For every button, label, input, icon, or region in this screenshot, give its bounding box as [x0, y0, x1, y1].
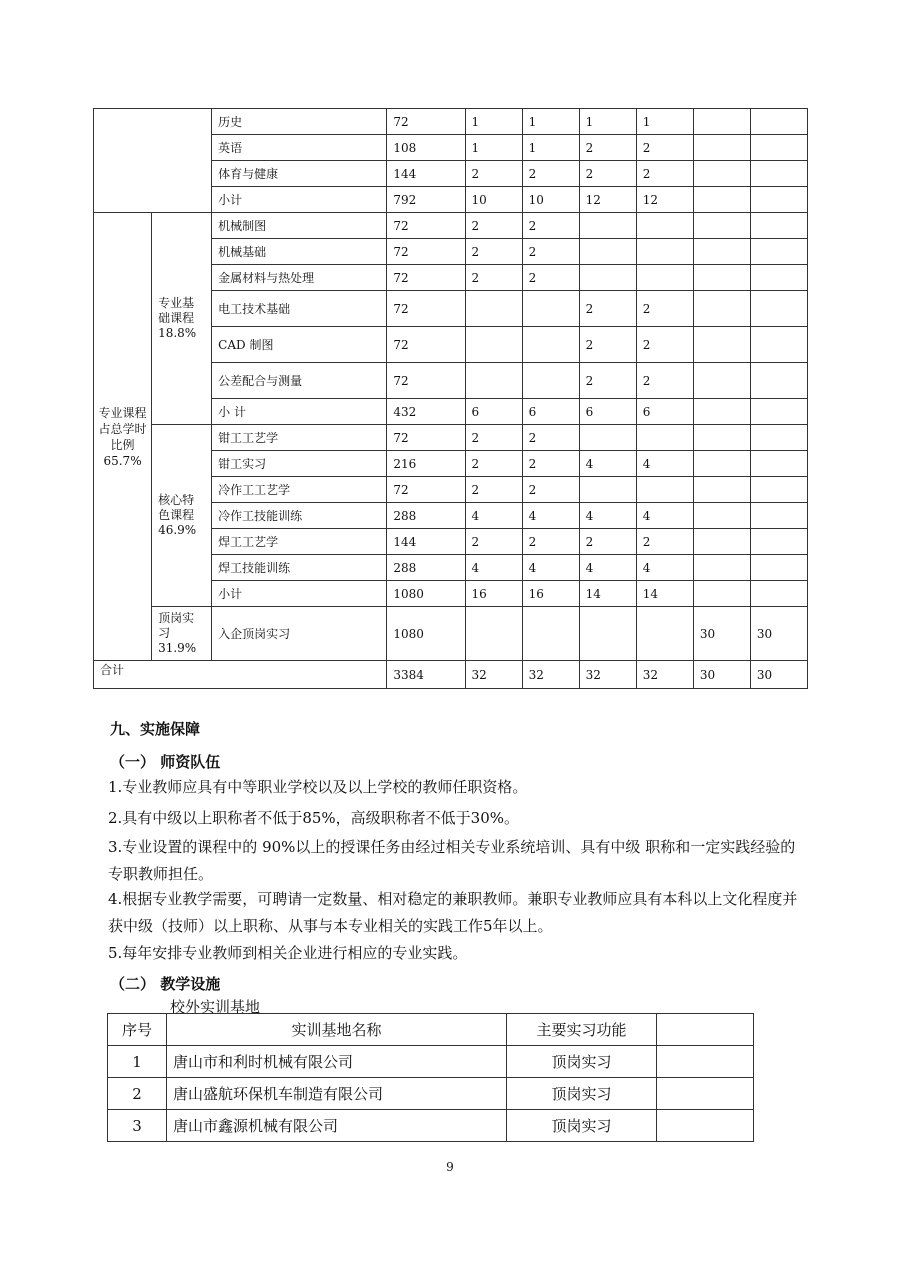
table-cell: 1	[522, 135, 579, 161]
table-cell: 72	[387, 239, 465, 265]
table-cell: 12	[636, 187, 693, 213]
table-cell: 4	[579, 451, 636, 477]
table-cell: 4	[579, 555, 636, 581]
table-cell: 4	[465, 503, 522, 529]
table-cell: 2	[465, 529, 522, 555]
table-cell: 1	[522, 109, 579, 135]
paragraph-3: 3.专业设置的课程中的 90%以上的授课任务由经过相关专业系统培训、具有中级 职称和一定实践经验的专职教师担任。	[108, 838, 796, 883]
table-cell: 6	[465, 399, 522, 425]
table-cell: 2	[522, 213, 579, 239]
table-caption: 校外实训基地	[170, 998, 261, 1016]
table-cell: 4	[522, 503, 579, 529]
table-cell	[693, 555, 750, 581]
table-cell: 14	[579, 581, 636, 607]
table-cell: 32	[636, 661, 693, 689]
table-cell	[750, 161, 807, 187]
table-cell	[636, 213, 693, 239]
table-cell	[750, 399, 807, 425]
paragraph-5: 5.每年安排专业教师到相关企业进行相应的专业实践。	[108, 944, 468, 962]
table-cell	[750, 109, 807, 135]
paragraph-2: 2.具有中级以上职称者不低于85%，高级职称者不低于30%。	[108, 809, 519, 827]
table-cell: 2	[108, 1078, 167, 1110]
table-cell: 2	[636, 327, 693, 363]
table-cell	[693, 363, 750, 399]
table-cell: 1	[108, 1046, 167, 1078]
table-cell: 72	[387, 109, 465, 135]
table-cell	[693, 265, 750, 291]
table-cell	[693, 239, 750, 265]
table-cell	[693, 399, 750, 425]
table-cell: 3	[108, 1110, 167, 1142]
table-cell: 72	[387, 327, 465, 363]
course-name: 小计	[212, 187, 387, 213]
table-row	[94, 109, 808, 135]
table-cell: 4	[465, 555, 522, 581]
table-cell: 唐山市和利时机械有限公司	[167, 1046, 507, 1078]
table-cell	[693, 187, 750, 213]
table-cell	[750, 425, 807, 451]
table-cell: 2	[636, 161, 693, 187]
table-header-row	[108, 1014, 754, 1046]
course-name: 电工技术基础	[212, 291, 387, 327]
table-cell: 30	[693, 607, 750, 661]
table-cell	[750, 135, 807, 161]
table-cell: 6	[636, 399, 693, 425]
column-header	[657, 1014, 754, 1046]
course-name: 冷作工工艺学	[212, 477, 387, 503]
table-cell: 顶岗实习	[507, 1078, 657, 1110]
table-cell	[693, 291, 750, 327]
table-cell	[750, 291, 807, 327]
table-cell: 2	[636, 529, 693, 555]
table-cell	[636, 425, 693, 451]
table-cell: 72	[387, 477, 465, 503]
table-cell: 792	[387, 187, 465, 213]
table-cell: 2	[465, 239, 522, 265]
table-cell: 432	[387, 399, 465, 425]
table-cell: 2	[522, 161, 579, 187]
table-cell: 216	[387, 451, 465, 477]
table-cell: 2	[579, 529, 636, 555]
table-cell	[693, 477, 750, 503]
table-cell: 144	[387, 161, 465, 187]
table-cell: 顶岗实习	[507, 1110, 657, 1142]
table-cell	[522, 327, 579, 363]
category-cell-blank	[94, 109, 212, 213]
table-cell: 2	[465, 425, 522, 451]
table-cell: 30	[750, 607, 807, 661]
table-cell: 2	[579, 135, 636, 161]
table-cell	[750, 477, 807, 503]
table-cell	[750, 213, 807, 239]
table-cell	[750, 363, 807, 399]
subsection-facilities: （二） 教学设施	[110, 975, 221, 993]
table-cell: 16	[522, 581, 579, 607]
table-cell: 唐山市鑫源机械有限公司	[167, 1110, 507, 1142]
table-cell	[750, 581, 807, 607]
table-cell	[693, 529, 750, 555]
table-cell: 2	[522, 239, 579, 265]
table-cell	[750, 529, 807, 555]
table-cell: 14	[636, 581, 693, 607]
column-header: 主要实习功能	[507, 1014, 657, 1046]
table-cell	[693, 327, 750, 363]
course-table	[93, 108, 808, 689]
core-group: 核心特色课程46.9%	[152, 425, 212, 607]
table-cell: 2	[522, 265, 579, 291]
table-cell: 30	[693, 661, 750, 689]
table-cell	[750, 555, 807, 581]
subsection-teachers: （一） 师资队伍	[110, 753, 221, 771]
section-title: 九、实施保障	[110, 720, 201, 738]
table-cell	[636, 607, 693, 661]
table-cell	[465, 291, 522, 327]
table-cell: 32	[465, 661, 522, 689]
table-cell: 4	[636, 503, 693, 529]
table-cell: 72	[387, 425, 465, 451]
table-cell: 4	[579, 503, 636, 529]
table-cell	[693, 109, 750, 135]
table-cell	[636, 239, 693, 265]
table-cell: 72	[387, 265, 465, 291]
table-row	[108, 1110, 754, 1142]
table-cell: 2	[522, 477, 579, 503]
table-cell: 2	[522, 529, 579, 555]
table-cell: 6	[522, 399, 579, 425]
table-cell: 16	[465, 581, 522, 607]
table-cell: 2	[636, 363, 693, 399]
table-row	[94, 661, 808, 689]
table-cell: 10	[465, 187, 522, 213]
course-name: CAD 制图	[212, 327, 387, 363]
table-cell	[750, 503, 807, 529]
course-name: 焊工工艺学	[212, 529, 387, 555]
major-category: 专业课程占总学时比例65.7%	[94, 213, 152, 661]
paragraph-4: 4.根据专业教学需要，可聘请一定数量、相对稳定的兼职教师。兼职专业教师应具有本科以上文化程度并获中级（技师）以上职称、从事与本专业相关的实践工作5年以上。	[108, 890, 798, 935]
table-cell	[579, 265, 636, 291]
column-header: 序号	[108, 1014, 167, 1046]
course-name: 历史	[212, 109, 387, 135]
table-cell	[579, 425, 636, 451]
table-cell: 2	[522, 425, 579, 451]
course-name: 英语	[212, 135, 387, 161]
table-cell	[693, 503, 750, 529]
table-cell	[750, 239, 807, 265]
table-cell	[522, 363, 579, 399]
table-cell: 4	[522, 555, 579, 581]
table-row	[94, 213, 808, 239]
table-cell	[657, 1046, 754, 1078]
course-name: 入企顶岗实习	[212, 607, 387, 661]
table-cell	[579, 607, 636, 661]
table-cell	[657, 1078, 754, 1110]
table-cell	[579, 213, 636, 239]
column-header: 实训基地名称	[167, 1014, 507, 1046]
table-cell	[465, 327, 522, 363]
training-base-table	[107, 1013, 754, 1142]
table-cell: 2	[579, 363, 636, 399]
table-cell	[750, 187, 807, 213]
table-cell	[693, 213, 750, 239]
table-cell	[693, 425, 750, 451]
table-cell: 2	[465, 213, 522, 239]
course-name: 钳工工艺学	[212, 425, 387, 451]
table-cell: 6	[579, 399, 636, 425]
foundation-group: 专业基础课程18.8%	[152, 213, 212, 425]
table-cell: 108	[387, 135, 465, 161]
table-cell: 30	[750, 661, 807, 689]
table-cell	[750, 451, 807, 477]
table-cell	[750, 265, 807, 291]
table-cell: 2	[465, 265, 522, 291]
table-cell: 1	[465, 109, 522, 135]
table-cell: 72	[387, 213, 465, 239]
table-cell: 10	[522, 187, 579, 213]
table-cell	[636, 477, 693, 503]
table-cell: 12	[579, 187, 636, 213]
table-cell	[750, 327, 807, 363]
table-cell: 72	[387, 291, 465, 327]
table-cell	[522, 607, 579, 661]
course-name: 冷作工技能训练	[212, 503, 387, 529]
course-name: 焊工技能训练	[212, 555, 387, 581]
course-name: 小计	[212, 581, 387, 607]
table-cell: 唐山盛航环保机车制造有限公司	[167, 1078, 507, 1110]
table-row	[108, 1046, 754, 1078]
table-row	[94, 425, 808, 451]
table-cell	[465, 363, 522, 399]
table-cell: 144	[387, 529, 465, 555]
table-cell: 4	[636, 555, 693, 581]
table-row	[94, 607, 808, 661]
table-cell	[579, 239, 636, 265]
table-cell: 4	[636, 451, 693, 477]
table-cell: 2	[465, 451, 522, 477]
table-cell	[465, 607, 522, 661]
table-cell: 288	[387, 503, 465, 529]
paragraph-1: 1.专业教师应具有中等职业学校以及以上学校的教师任职资格。	[108, 778, 528, 796]
table-cell: 1	[636, 109, 693, 135]
table-cell	[522, 291, 579, 327]
table-cell: 2	[579, 291, 636, 327]
table-cell	[693, 161, 750, 187]
table-cell: 2	[579, 327, 636, 363]
course-name: 金属材料与热处理	[212, 265, 387, 291]
table-cell: 2	[522, 451, 579, 477]
table-cell: 1080	[387, 607, 465, 661]
total-label: 合计	[94, 661, 387, 689]
table-cell: 2	[465, 161, 522, 187]
table-cell	[636, 265, 693, 291]
course-name: 机械基础	[212, 239, 387, 265]
page-number: 9	[446, 1160, 454, 1174]
course-name: 体育与健康	[212, 161, 387, 187]
table-cell: 2	[579, 161, 636, 187]
table-cell: 32	[579, 661, 636, 689]
table-cell: 72	[387, 363, 465, 399]
table-cell: 顶岗实习	[507, 1046, 657, 1078]
table-cell: 1	[465, 135, 522, 161]
table-cell: 32	[522, 661, 579, 689]
course-name: 公差配合与测量	[212, 363, 387, 399]
internship-group: 顶岗实习31.9%	[152, 607, 212, 661]
table-row	[108, 1078, 754, 1110]
table-cell: 1	[579, 109, 636, 135]
table-cell: 2	[636, 291, 693, 327]
table-cell: 2	[465, 477, 522, 503]
table-cell	[693, 135, 750, 161]
course-name: 3384	[387, 661, 465, 689]
course-name: 小 计	[212, 399, 387, 425]
table-cell: 1080	[387, 581, 465, 607]
table-cell: 288	[387, 555, 465, 581]
table-cell	[693, 451, 750, 477]
table-cell: 2	[636, 135, 693, 161]
table-cell	[657, 1110, 754, 1142]
table-cell	[693, 581, 750, 607]
table-cell	[579, 477, 636, 503]
course-name: 钳工实习	[212, 451, 387, 477]
course-name: 机械制图	[212, 213, 387, 239]
